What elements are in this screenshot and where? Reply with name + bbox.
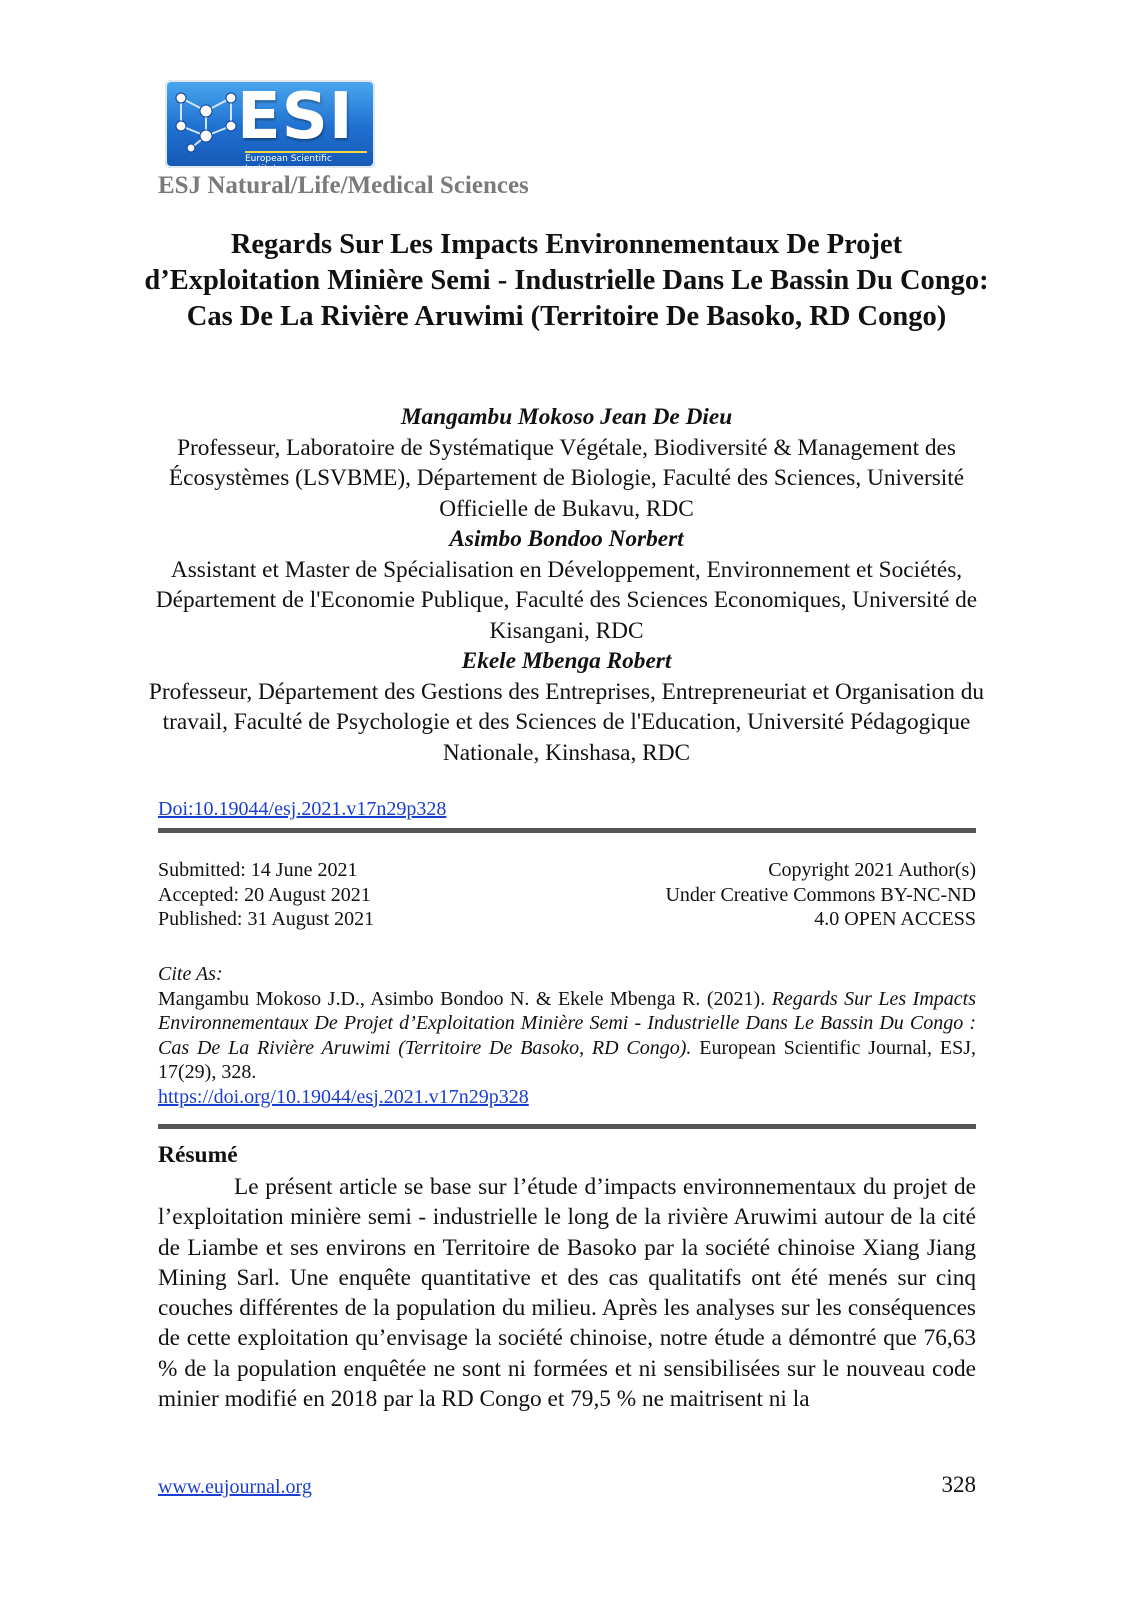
author-name: Ekele Mbenga Robert: [461, 648, 672, 674]
cite-source: European Scientific Journal, ESJ, 17(29), 328.: [158, 1036, 976, 1083]
abstract-heading: Résumé: [158, 1142, 238, 1168]
cite-label: Cite As:: [158, 963, 223, 985]
license-line: Under Creative Commons BY-NC-ND: [665, 883, 976, 906]
esi-logo: [165, 80, 375, 174]
cite-article-title: Regards Sur Les Impacts Environnementaux De Projet d’Exploitation Minière Semi - Industrielle Dans Le Bassin Du Congo : Cas De La Rivière Aruwimi (Territoire De Basoko, RD Congo).: [158, 987, 976, 1059]
journal-section: ESJ Natural/Life/Medical Sciences: [158, 172, 529, 199]
divider: [158, 1124, 976, 1129]
abstract-text: Le présent article se base sur l’étude d’impacts environnementaux du projet de l’exploitation minière semi - industrielle le long de la rivière Aruwimi autour de la cité de Liambe et ses environs en Territoire de Basoko par la société chinoise Xiang Jiang Mining Sarl. Une enquête quantitative et des cas qualitatifs ont été menés sur cinq couches différentes de la population du milieu. Après les analyses sur les conséquences de cette exploitation qu’envisage la société chinoise, notre étude a démontré que 76,63 % de la population enquêtée ne sont ni formées et ni sensibilisées sur le nouveau code minier modifié en 2018 par la RD Congo et 79,5 % ne maitrisent ni la: [158, 1174, 976, 1413]
divider: [158, 828, 976, 833]
cite-authors: Mangambu Mokoso J.D., Asimbo Bondoo N. & Ekele Mbenga R. (2021).: [158, 987, 766, 1010]
citation-block: [158, 962, 976, 1109]
footer-url-link[interactable]: www.eujournal.org: [158, 1476, 312, 1498]
doi-link[interactable]: Doi:10.19044/esj.2021.v17n29p328: [158, 798, 447, 820]
page-number: 328: [941, 1472, 976, 1497]
molecule-icon: [171, 86, 241, 156]
publication-dates: [158, 858, 374, 932]
copyright-block: [665, 858, 976, 932]
published-date: Published: 31 August 2021: [158, 908, 375, 930]
author-name: Mangambu Mokoso Jean De Dieu: [400, 404, 733, 430]
copyright-line: Copyright 2021 Author(s): [768, 859, 976, 881]
logo-letters: ESI: [237, 80, 354, 154]
accepted-date: Accepted: 20 August 2021: [158, 883, 371, 906]
abstract-body: [158, 1172, 976, 1414]
author-affiliation: Professeur, Laboratoire de Systématique Végétale, Biodiversité & Management des Écosystèmes (LSVBME), Département de Biologie, Faculté des Sciences, Université Officielle de Bukavu, RDC: [168, 434, 965, 522]
cite-url-link[interactable]: https://doi.org/10.19044/esj.2021.v17n29p328: [158, 1085, 529, 1108]
author-affiliation: Assistant et Master de Spécialisation en Développement, Environnement et Sociétés, Département de l'Economie Publique, Faculté des Sciences Economiques, Université de Kisangani, RDC: [155, 556, 978, 644]
open-access-line: 4.0 OPEN ACCESS: [814, 908, 976, 930]
author-affiliation: Professeur, Département des Gestions des Entreprises, Entrepreneuriat et Organisation du travail, Faculté de Psychologie et des Sciences de l'Education, Université Pédagogique Nationale, Kinshasa, RDC: [148, 678, 985, 766]
submitted-date: Submitted: 14 June 2021: [158, 859, 358, 881]
article-title: Regards Sur Les Impacts Environnementaux De Projet d’Exploitation Minière Semi - Industrielle Dans Le Bassin Du Congo: Cas De La Rivière Aruwimi (Territoire De Basoko, RD Congo): [144, 229, 989, 332]
author-name: Asimbo Bondoo Norbert: [449, 526, 684, 552]
authors-block: [140, 402, 993, 768]
logo-subtitle: European Scientific Institute: [245, 151, 367, 174]
